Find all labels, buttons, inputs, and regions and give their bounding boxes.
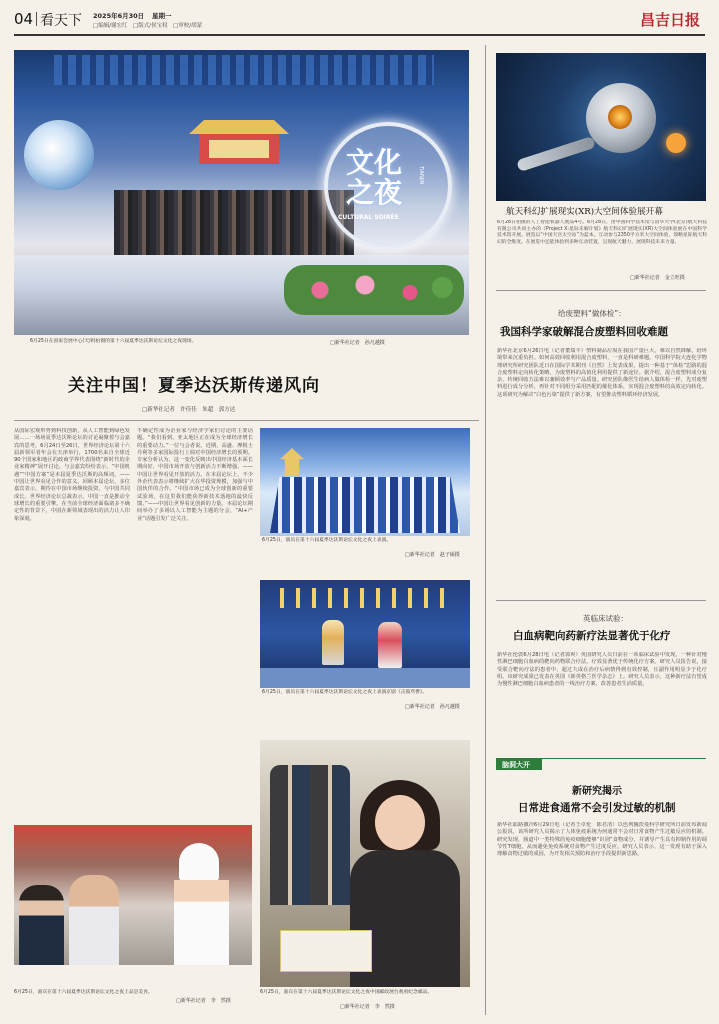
issue-weekday: 星期一 (152, 12, 172, 20)
cultural-soiree-sign (324, 122, 452, 250)
woman-photo-caption: 6月25日，嘉宾在第十六届夏季达沃斯论坛文化之夜中国邮政展台观看纪念邮品。 (260, 990, 433, 995)
allergy-story-body: 新华社耶路撒冷6月29日电（记者王卓伦 陈君清）以色列魏茨曼科学研究所日前发布新闻公报说，该所研究人员揭示了人体免疫系统为何通常不会对日常食物产生过敏反应的机制。研究发现，肠道中一类特殊的免疫细胞能够“识别”食物成分，并诱导产生具有抑制作用的调节性T细胞，从而避免免疫系统对食物产生过度反应。研究人员表示，这一发现有助于深入理解食物过敏的成因，为开发相关预防和治疗手段提供新思路。 (497, 822, 707, 858)
sign-chinese-text: 文化之夜 (346, 146, 403, 209)
main-title-rule (14, 420, 479, 421)
allergy-story-title: 日常进食通常不会引发过敏的机制 (518, 802, 676, 814)
column-label-bar (496, 758, 706, 771)
woman-photo-credit: □新华社记者 李 然摄 (340, 1004, 395, 1010)
space-story-body: 6月28日拍摄的人工智能机器人展品4号。6月28日，由中国科学技术馆与清华大学(北京)航天科技有限公司共同主办的《Project X:星际未解计划》航天科幻扩展现实(XR)大空间体验展在中国科学技术馆开展。展览以“中国天宫太空站”为蓝本，互动参与2350平方米大空间体验，领略星际航天科幻的全维度。在展览中还能体验到多种互动装置，呈现航天魅力，展现科技未来力量。 (497, 220, 707, 245)
robot-arm (516, 136, 596, 172)
robot-eye (608, 105, 632, 129)
floral-decoration (284, 265, 464, 315)
leukemia-story-body: 新华社伦敦6月28日电（记者郭爽）英国研究人员日前在一项临床试验中发现，一种针对慢性淋巴细胞白血病的靶向药物联合疗法，疗效显著优于传统化疗方案。研究人员报告说，接受联合靶向疗法的患者中，超过九成在治疗后病情得到有效控制，且副作用明显少于化疗组。该研究成果已发表在英国《新英格兰医学杂志》上。研究人员表示，这种新疗法有望成为慢性淋巴细胞白血病患者的一线治疗方案，改善患者生活质量。 (497, 652, 707, 688)
sign-english-text: CULTURAL SOIRÉE (338, 214, 399, 221)
stage-floor (260, 668, 470, 688)
leukemia-story-kicker: 英临床试验： (583, 614, 628, 623)
performer-photo (260, 580, 470, 688)
plastic-rule (496, 600, 706, 601)
performer-photo-caption: 6月25日，演员在第十六届夏季达沃斯论坛文化之夜上表演京剧《击鼓骂曹》。 (262, 690, 428, 695)
header-rule (14, 34, 705, 36)
pavilion (189, 120, 289, 165)
header-divider (36, 12, 37, 26)
main-story-title: 关注中国！夏季达沃斯传递风向 (68, 376, 320, 396)
stage-pavilion (280, 448, 304, 476)
sign-pinyin-text: TIANJIN (418, 166, 424, 185)
chef-hat (179, 843, 219, 881)
dance-photo-caption: 6月25日，演员在第十六届夏季达沃斯论坛文化之夜上表演。 (262, 538, 392, 543)
smiling-woman-face (375, 795, 425, 850)
lantern-lights (280, 588, 450, 608)
main-story-col1: 从国际宏观形势到科技创新，从人工智能到绿色发展……一场场夏季达沃斯论坛的讨论凝聚着与会嘉宾的思考。6月24日至26日，世界经济论坛第十六届新领军者年会在天津举行，1700名来自全球近90个国家和地区的政商学界代表围绕“新时代的企业家精神”展开讨论。与会嘉宾纷纷表示，“中国机遇”“中国方案”是本届夏季达沃斯的高频词。——中国让世界看见合作的意义。回顾本届论坛，多位嘉宾表示，期待在中国市场继续投资，与中国共同成长。世界经济论坛总裁表示，中国一直是推动全球增长的重要引擎。在当前全球经济面临诸多不确定性的背景下，中国在新领域表现出的活力让人印象深刻。 (14, 428, 130, 522)
display-booth (280, 930, 372, 972)
plastic-story-kicker: 给废塑料“做体检”： (558, 309, 626, 318)
plastic-story-body: 新华社北京6月26日电（记者董瑞丰）塑料制品垃圾在我国产量巨大，难以自然降解，给环境带来沉重负担。如何高效回收利用混合废塑料，一直是科研难题。中国科学院大连化学物理研究所研究团队近日在国际学术期刊《自然》上发表成果，提出一种基于“体检”思路的混合废塑料定向转化策略，为废塑料的高值化利用提供了新途径。据介绍，混合废塑料成分复杂，传统回收方法难以兼顾效率与产品质量。研究团队像医生给病人做体检一样，先对废塑料进行成分分析，再针对不同组分采用匹配的催化体系，实现混合废塑料的高效定向转化。这项研究为解决“白色污染”提供了新方案，有望推动塑料循环经济发展。 (497, 348, 707, 398)
space-story-credit: □新华社记者 金立旺摄 (630, 275, 685, 281)
editor-credits: □编辑/谢宏红 □版式/侯宝权 □审校/胡蒙 (93, 23, 203, 29)
chef-photo-caption: 6月25日，嘉宾在第十六届夏季达沃斯论坛文化之夜上品尝美食。 (14, 990, 153, 995)
allergy-story-kicker: 新研究揭示 (572, 786, 622, 797)
issue-date: 2025年6月30日 (93, 12, 145, 20)
space-story-title: 航天科幻扩展现实(XR)大空间体验展开幕 (506, 207, 663, 217)
space-photo (496, 53, 706, 201)
header (0, 0, 719, 36)
opera-performer-right (378, 622, 402, 668)
woman-photo (260, 740, 470, 987)
top-photo-caption: 6月25日在国家会展中心(天津)拍摄的第十六届夏季达沃斯论坛文化之夜现场。 (30, 339, 197, 344)
top-photo-credit: □新华社记者 孙凡越摄 (330, 340, 385, 346)
chef-photo-credit: □新华社记者 李 然摄 (176, 998, 231, 1004)
main-story-byline: □新华社记者 许佳佳 朱超 郭方达 (142, 407, 236, 413)
counter (14, 965, 252, 987)
dance-photo-credit: □新华社记者 赵子硕摄 (405, 552, 460, 558)
background-visitors (270, 765, 350, 905)
stage-light (54, 55, 434, 85)
plastic-story-title: 我国科学家破解混合废塑料回收难题 (500, 326, 668, 338)
opera-performer-left (322, 620, 344, 665)
right-col-rule (496, 290, 706, 291)
page-number: 04 (14, 10, 34, 28)
performer-photo-credit: □新华社记者 孙凡越摄 (405, 704, 460, 710)
leukemia-story-title: 白血病靶向药新疗法显著优于化疗 (513, 630, 671, 642)
chef-photo (14, 825, 252, 987)
column-divider (485, 45, 486, 1015)
dance-photo (260, 428, 470, 536)
glowing-sphere (24, 120, 94, 190)
orange-light (666, 133, 686, 153)
section-name: 看天下 (40, 13, 82, 29)
newspaper-logo: 昌吉日报 (640, 11, 701, 29)
main-story-col2: 不确定性成为企业家与经济学家们讨论的主要话题。“我们看到，亚太地区正在成为全球经济增长的重要动力。”一位与会者说。近期，高盛、摩根士丹利等多家国际投行上调对中国经济增长的预期。专家分析认为，这一变化反映出中国经济基本面长期向好，中国市场开放与创新活力不断增强。——中国让世界看见开放的活力。在本届论坛上，不少外企代表表示将继续扩大在华投资规模，加强与中国伙伴的合作。“中国市场已成为全球创新的重要试验场，在这里我们能获得新技术落地的最快反馈。”——中国让世界看见创新的力量。本届论坛期间举办了多场以人工智能为主题的分会，“AI+产业”话题引发广泛关注。 (137, 428, 253, 522)
column-label: 脑洞大开 (502, 761, 530, 769)
top-photo (14, 50, 469, 335)
